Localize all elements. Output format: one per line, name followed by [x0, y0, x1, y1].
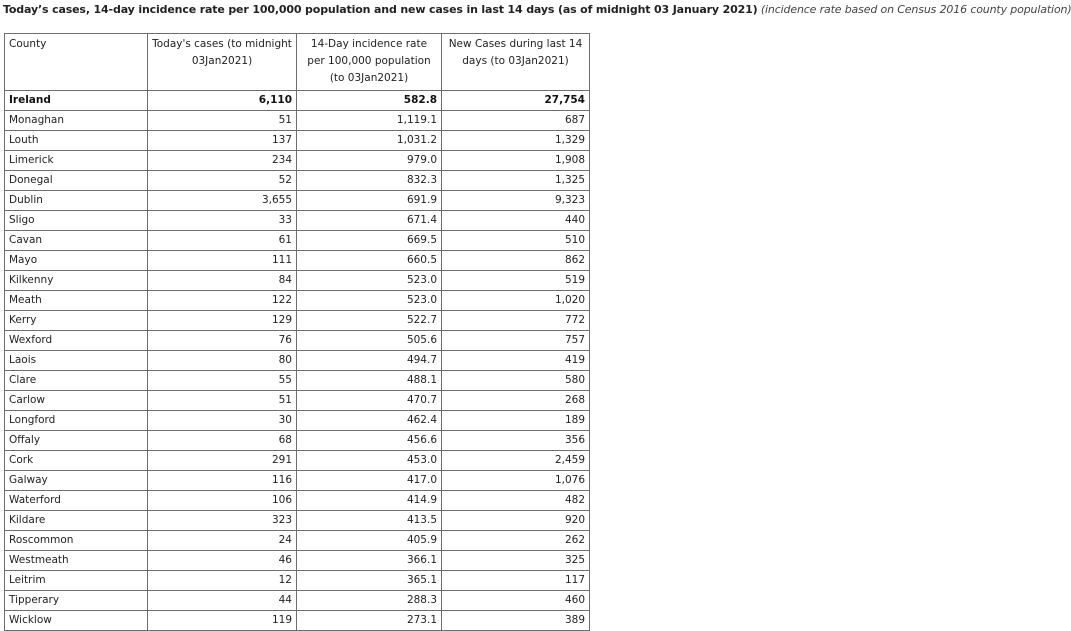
table-row — [5, 571, 590, 591]
county-cell: Mayo — [5, 251, 148, 271]
table-row — [5, 291, 590, 311]
table-row — [5, 491, 590, 511]
incidence-rate-cell: 1,031.2 — [297, 131, 442, 151]
incidence-rate-cell: 470.7 — [297, 391, 442, 411]
table-row — [5, 431, 590, 451]
incidence-rate-cell: 669.5 — [297, 231, 442, 251]
todays-cases-cell: 68 — [148, 431, 297, 451]
incidence-rate-cell: 523.0 — [297, 271, 442, 291]
table-row — [5, 391, 590, 411]
todays-cases-cell: 6,110 — [148, 91, 297, 111]
county-cell: Cavan — [5, 231, 148, 251]
new-cases-cell: 189 — [442, 411, 590, 431]
incidence-rate-cell: 456.6 — [297, 431, 442, 451]
incidence-rate-cell: 488.1 — [297, 371, 442, 391]
todays-cases-cell: 129 — [148, 311, 297, 331]
county-cell: Cork — [5, 451, 148, 471]
new-cases-cell: 27,754 — [442, 91, 590, 111]
todays-cases-cell: 12 — [148, 571, 297, 591]
todays-cases-cell: 291 — [148, 451, 297, 471]
table-caption — [3, 3, 1071, 17]
new-cases-cell: 268 — [442, 391, 590, 411]
header-new-cases-14-days: New Cases during last 14 days (to 03Jan2021) — [442, 34, 590, 91]
table-row — [5, 531, 590, 551]
county-cell: Waterford — [5, 491, 148, 511]
table-row — [5, 311, 590, 331]
todays-cases-cell: 3,655 — [148, 191, 297, 211]
new-cases-cell: 2,459 — [442, 451, 590, 471]
todays-cases-cell: 33 — [148, 211, 297, 231]
new-cases-cell: 460 — [442, 591, 590, 611]
incidence-rate-cell: 417.0 — [297, 471, 442, 491]
todays-cases-cell: 51 — [148, 391, 297, 411]
table-row — [5, 131, 590, 151]
new-cases-cell: 920 — [442, 511, 590, 531]
county-cell: Longford — [5, 411, 148, 431]
county-cell: Carlow — [5, 391, 148, 411]
new-cases-cell: 580 — [442, 371, 590, 391]
incidence-rate-cell: 462.4 — [297, 411, 442, 431]
table-row — [5, 411, 590, 431]
incidence-rate-cell: 366.1 — [297, 551, 442, 571]
table-row — [5, 191, 590, 211]
new-cases-cell: 862 — [442, 251, 590, 271]
table-row-total — [5, 91, 590, 111]
table-row — [5, 511, 590, 531]
incidence-rate-cell: 414.9 — [297, 491, 442, 511]
todays-cases-cell: 44 — [148, 591, 297, 611]
county-cell: Kilkenny — [5, 271, 148, 291]
county-cell: Dublin — [5, 191, 148, 211]
table-row — [5, 251, 590, 271]
county-cell: Kerry — [5, 311, 148, 331]
todays-cases-cell: 122 — [148, 291, 297, 311]
table-row — [5, 471, 590, 491]
incidence-rate-cell: 523.0 — [297, 291, 442, 311]
todays-cases-cell: 111 — [148, 251, 297, 271]
county-cell: Tipperary — [5, 591, 148, 611]
new-cases-cell: 9,323 — [442, 191, 590, 211]
todays-cases-cell: 30 — [148, 411, 297, 431]
incidence-rate-cell: 365.1 — [297, 571, 442, 591]
new-cases-cell: 1,908 — [442, 151, 590, 171]
incidence-rate-cell: 582.8 — [297, 91, 442, 111]
table-row — [5, 151, 590, 171]
todays-cases-cell: 119 — [148, 611, 297, 631]
new-cases-cell: 440 — [442, 211, 590, 231]
county-cell: Westmeath — [5, 551, 148, 571]
table-row — [5, 371, 590, 391]
incidence-rate-cell: 979.0 — [297, 151, 442, 171]
table-row — [5, 111, 590, 131]
header-county: County — [5, 34, 148, 91]
incidence-rate-cell: 288.3 — [297, 591, 442, 611]
header-incidence-rate: 14-Day incidence rate per 100,000 population (to 03Jan2021) — [297, 34, 442, 91]
table-row — [5, 271, 590, 291]
county-cell: Offaly — [5, 431, 148, 451]
new-cases-cell: 325 — [442, 551, 590, 571]
todays-cases-cell: 80 — [148, 351, 297, 371]
table-row — [5, 611, 590, 631]
county-cell: Clare — [5, 371, 148, 391]
county-cell: Sligo — [5, 211, 148, 231]
todays-cases-cell: 137 — [148, 131, 297, 151]
new-cases-cell: 519 — [442, 271, 590, 291]
county-cell: Meath — [5, 291, 148, 311]
new-cases-cell: 482 — [442, 491, 590, 511]
table-row — [5, 211, 590, 231]
county-cell: Laois — [5, 351, 148, 371]
todays-cases-cell: 46 — [148, 551, 297, 571]
incidence-rate-cell: 1,119.1 — [297, 111, 442, 131]
new-cases-cell: 117 — [442, 571, 590, 591]
incidence-rate-cell: 273.1 — [297, 611, 442, 631]
new-cases-cell: 510 — [442, 231, 590, 251]
todays-cases-cell: 51 — [148, 111, 297, 131]
incidence-rate-cell: 660.5 — [297, 251, 442, 271]
new-cases-cell: 262 — [442, 531, 590, 551]
todays-cases-cell: 24 — [148, 531, 297, 551]
todays-cases-cell: 55 — [148, 371, 297, 391]
new-cases-cell: 1,076 — [442, 471, 590, 491]
incidence-rate-cell: 671.4 — [297, 211, 442, 231]
new-cases-cell: 389 — [442, 611, 590, 631]
table-row — [5, 351, 590, 371]
cases-table — [4, 33, 590, 631]
incidence-rate-cell: 832.3 — [297, 171, 442, 191]
new-cases-cell: 772 — [442, 311, 590, 331]
new-cases-cell: 1,329 — [442, 131, 590, 151]
county-cell: Louth — [5, 131, 148, 151]
new-cases-cell: 757 — [442, 331, 590, 351]
todays-cases-cell: 61 — [148, 231, 297, 251]
new-cases-cell: 419 — [442, 351, 590, 371]
table-row — [5, 231, 590, 251]
new-cases-cell: 1,020 — [442, 291, 590, 311]
county-cell: Limerick — [5, 151, 148, 171]
incidence-rate-cell: 413.5 — [297, 511, 442, 531]
header-todays-cases: Today's cases (to midnight 03Jan2021) — [148, 34, 297, 91]
county-cell: Leitrim — [5, 571, 148, 591]
todays-cases-cell: 323 — [148, 511, 297, 531]
table-body — [5, 91, 590, 631]
new-cases-cell: 356 — [442, 431, 590, 451]
incidence-rate-cell: 405.9 — [297, 531, 442, 551]
todays-cases-cell: 116 — [148, 471, 297, 491]
county-cell: Donegal — [5, 171, 148, 191]
todays-cases-cell: 106 — [148, 491, 297, 511]
county-cell: Roscommon — [5, 531, 148, 551]
new-cases-cell: 1,325 — [442, 171, 590, 191]
todays-cases-cell: 52 — [148, 171, 297, 191]
incidence-rate-cell: 691.9 — [297, 191, 442, 211]
table-row — [5, 331, 590, 351]
table-row — [5, 171, 590, 191]
new-cases-cell: 687 — [442, 111, 590, 131]
caption-note: (incidence rate based on Census 2016 county population) — [760, 3, 1071, 16]
county-cell: Kildare — [5, 511, 148, 531]
todays-cases-cell: 234 — [148, 151, 297, 171]
caption-title: Today’s cases, 14-day incidence rate per 100,000 population and new cases in last 14 days (as of midnight 03 January 2021) — [3, 3, 758, 16]
county-cell: Monaghan — [5, 111, 148, 131]
county-cell: Wexford — [5, 331, 148, 351]
incidence-rate-cell: 494.7 — [297, 351, 442, 371]
incidence-rate-cell: 505.6 — [297, 331, 442, 351]
county-cell: Galway — [5, 471, 148, 491]
todays-cases-cell: 84 — [148, 271, 297, 291]
table-header-row — [5, 34, 590, 91]
county-cell: Ireland — [5, 91, 148, 111]
table-row — [5, 551, 590, 571]
table-row — [5, 451, 590, 471]
incidence-rate-cell: 453.0 — [297, 451, 442, 471]
table-row — [5, 591, 590, 611]
county-cell: Wicklow — [5, 611, 148, 631]
incidence-rate-cell: 522.7 — [297, 311, 442, 331]
todays-cases-cell: 76 — [148, 331, 297, 351]
